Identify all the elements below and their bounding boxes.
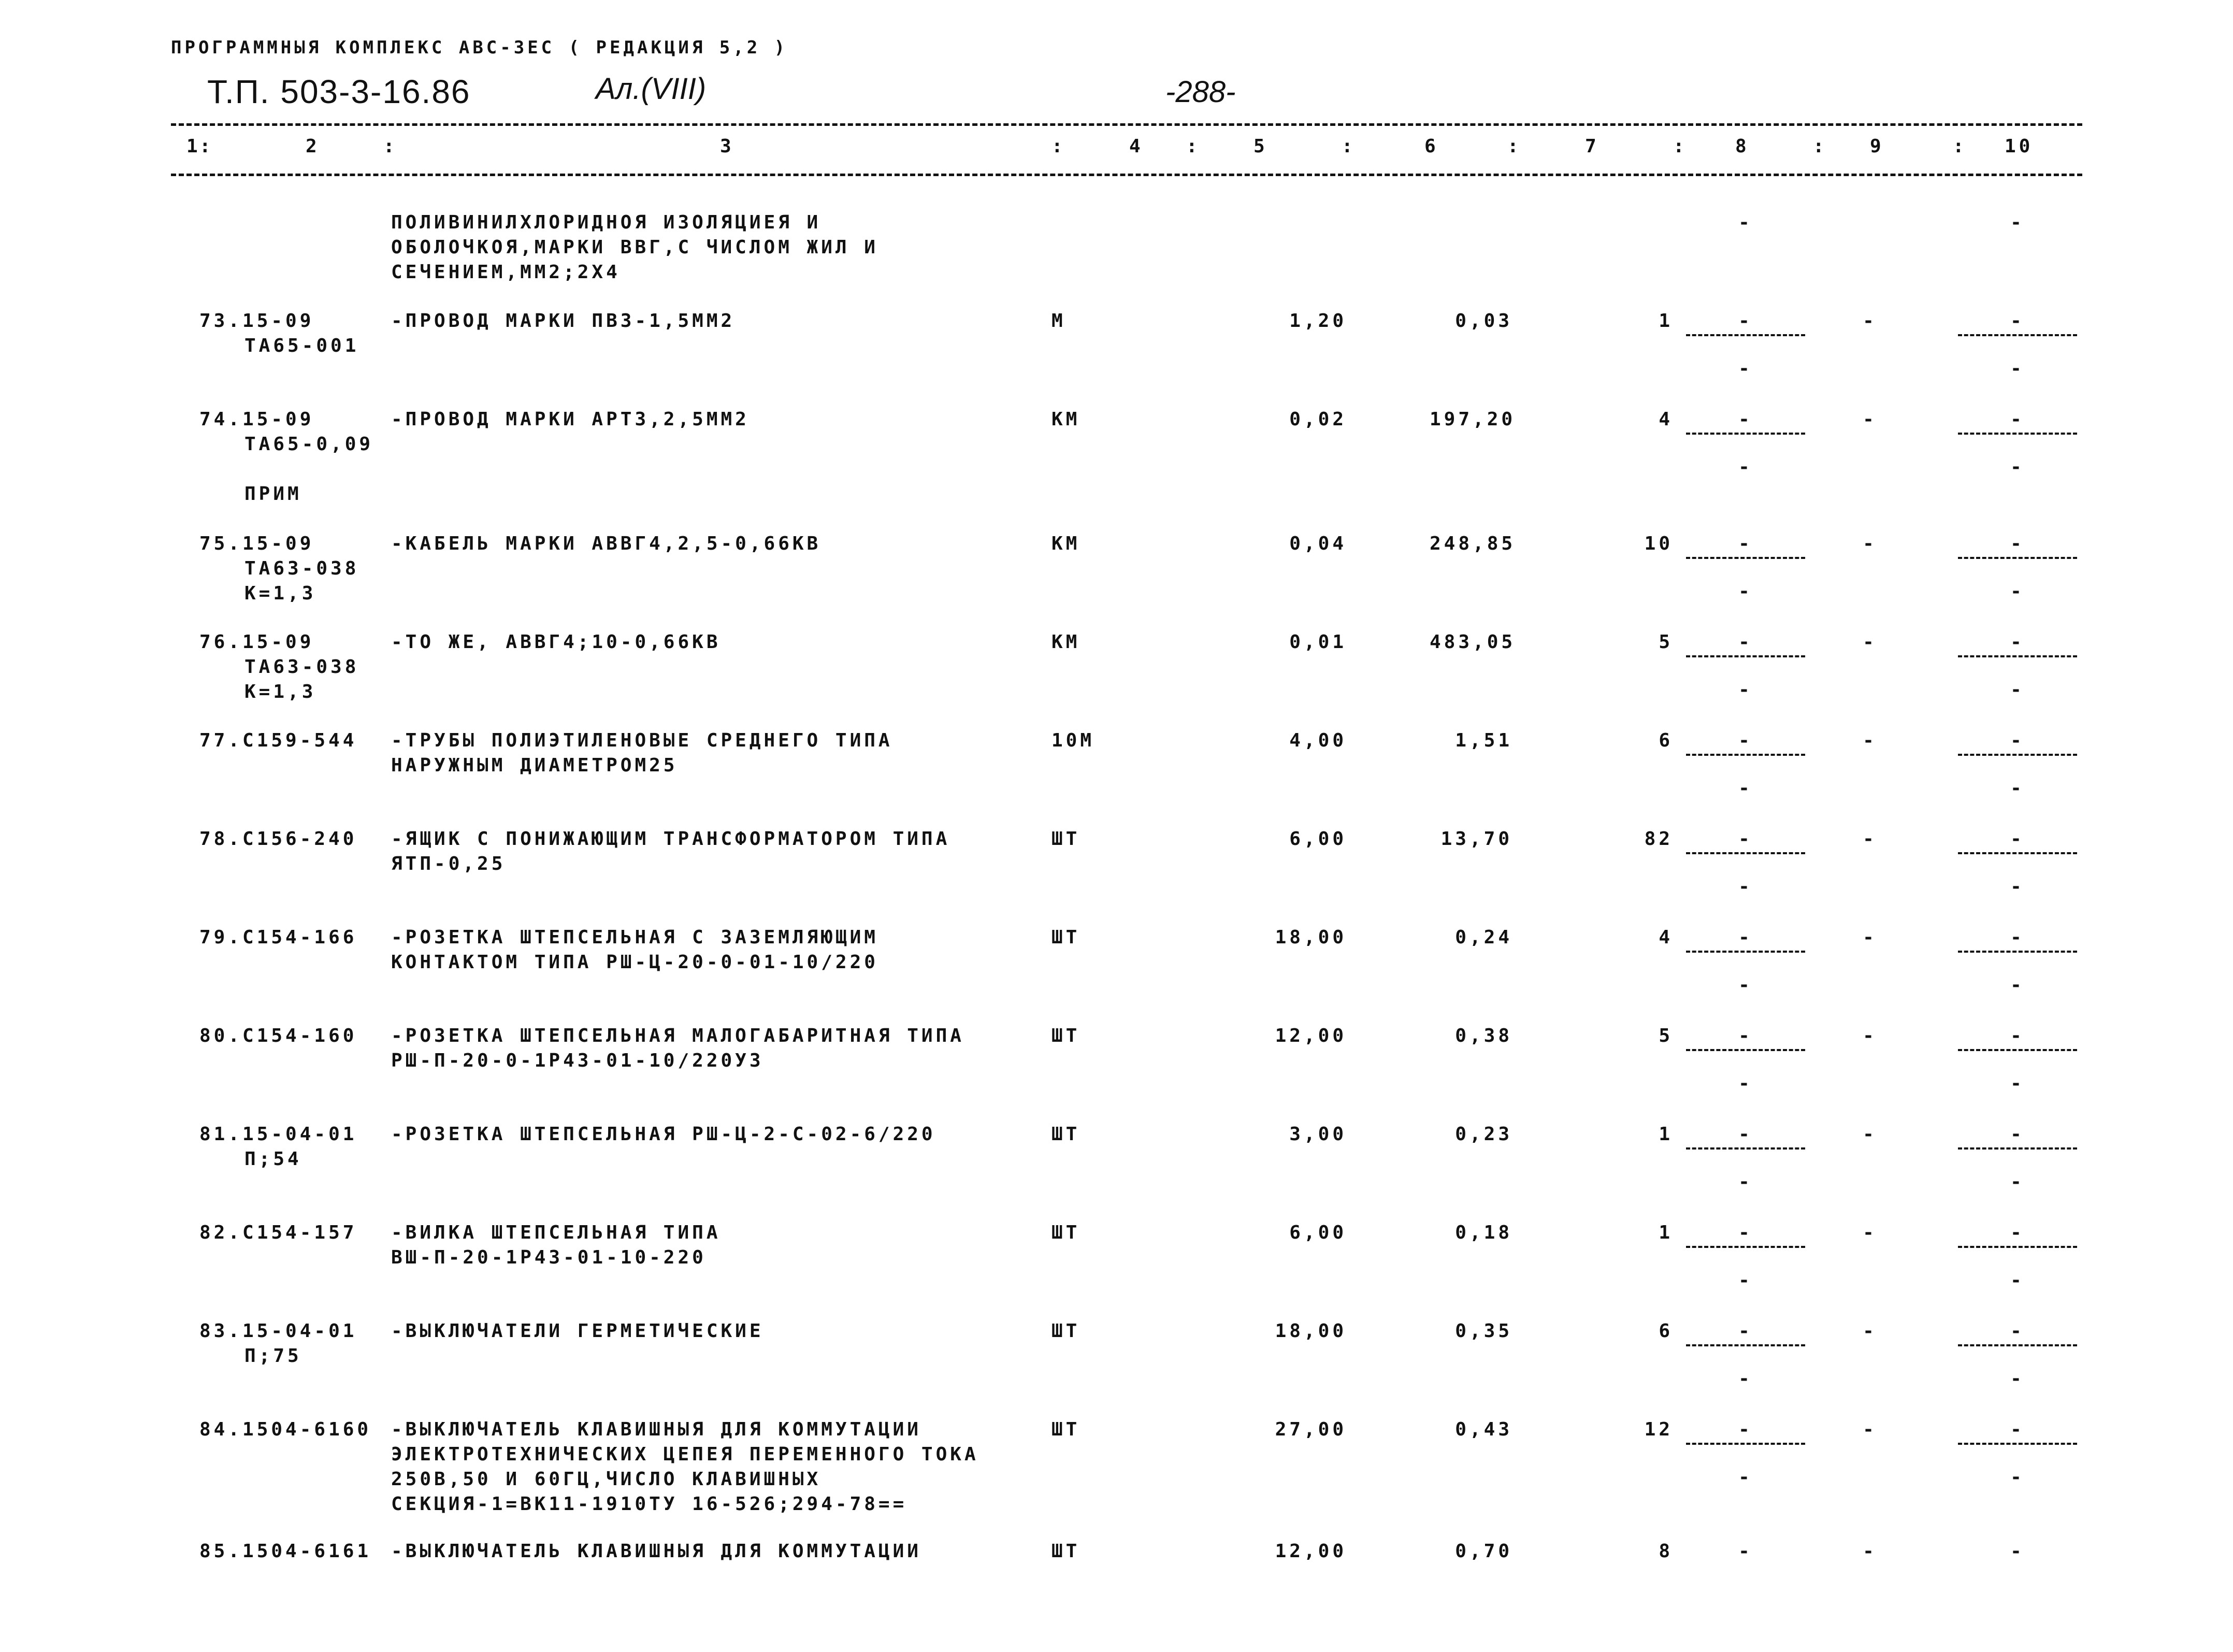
unit-cell: ШТ (1051, 1124, 1081, 1145)
col-10-top: - (2010, 927, 2025, 948)
fraction-line (1686, 852, 1805, 854)
col-10-bottom: - (2010, 581, 2025, 602)
col-6-value: 197,20 (1430, 409, 1516, 430)
col-6-value: 0,35 (1455, 1320, 1512, 1342)
col-10-top: - (2010, 533, 2025, 554)
fraction-line (1686, 334, 1805, 336)
item-code: 84.1504-6160 (199, 1419, 372, 1440)
col-6-value: 0,23 (1455, 1124, 1512, 1145)
fraction-line (1958, 951, 2077, 953)
col-8-top: - (1738, 1025, 1753, 1046)
unit-cell: ШТ (1051, 1419, 1081, 1440)
fraction-line (1958, 334, 2077, 336)
col-6-value: 0,03 (1455, 310, 1512, 332)
col-7-label: 7 (1585, 136, 1600, 157)
col-9-value: - (1863, 1124, 1877, 1145)
col-8-label: 8 (1735, 136, 1750, 157)
col-5-value: 0,01 (1289, 631, 1347, 653)
item-description: -ВЫКЛЮЧАТЕЛЬ КЛАВИШНЫЯ ДЛЯ КОММУТАЦИИ (391, 1419, 921, 1440)
unit-cell: КМ (1051, 409, 1081, 430)
col-6-value: 13,70 (1440, 828, 1512, 850)
col-7-value: 4 (1659, 927, 1673, 948)
col-10-label: 10 (2005, 136, 2034, 157)
col-8-bottom: - (1738, 581, 1753, 602)
item-code: 85.1504-6161 (199, 1541, 372, 1562)
col-9-value: - (1863, 1025, 1877, 1046)
col-8-top: - (1738, 1541, 1753, 1562)
item-code: 75.15-09 (199, 533, 314, 554)
col-10-bottom: - (2010, 1073, 2025, 1094)
item-description: НАРУЖНЫМ ДИАМЕТРОМ25 (391, 755, 678, 776)
col-7-value: 8 (1659, 1541, 1673, 1562)
col-5-value: 6,00 (1289, 828, 1347, 850)
fraction-line (1686, 1246, 1805, 1248)
col-7-value: 6 (1659, 730, 1673, 751)
col-8-top: - (1738, 828, 1753, 850)
col-sep: : (383, 136, 398, 157)
col-7-value: 12 (1644, 1419, 1673, 1440)
item-code: 83.15-04-01 (199, 1320, 357, 1342)
col-7-value: 1 (1659, 1222, 1673, 1243)
col-sep: : (1953, 136, 1967, 157)
item-description: -РОЗЕТКА ШТЕПСЕЛЬНАЯ МАЛОГАБАРИТНАЯ ТИПА (391, 1025, 964, 1046)
fraction-line (1686, 1049, 1805, 1051)
col-8-bottom: - (1738, 1270, 1753, 1291)
unit-cell: М (1051, 310, 1066, 332)
col-8-bottom: - (1738, 974, 1753, 996)
col-8-bottom: - (1738, 1467, 1753, 1488)
col-10-top: - (2010, 310, 2025, 332)
item-description: ЯТП-0,25 (391, 853, 506, 874)
item-description: -ВЫКЛЮЧАТЕЛИ ГЕРМЕТИЧЕСКИЕ (391, 1320, 764, 1342)
item-description: ВШ-П-20-1Р43-01-10-220 (391, 1247, 707, 1268)
col-sep: : (199, 136, 214, 157)
col-8-top: - (1738, 533, 1753, 554)
fraction-line (1958, 1246, 2077, 1248)
col-10-top: - (2010, 1541, 2025, 1562)
item-description: СЕЧЕНИЕМ,ММ2;2Х4 (391, 262, 621, 283)
fraction-line (1958, 1443, 2077, 1445)
col-8-top: - (1738, 631, 1753, 653)
fraction-line (1958, 1344, 2077, 1346)
col-6-value: 483,05 (1430, 631, 1516, 653)
unit-cell: ШТ (1051, 828, 1081, 850)
program-title: ПРОГРАММНЫЯ КОМПЛЕКС АВС-ЗЕС ( РЕДАКЦИЯ 5,2 ) (171, 37, 788, 58)
col-5-value: 12,00 (1275, 1025, 1347, 1046)
col-10-top: - (2010, 212, 2025, 233)
item-description: -ПРОВОД МАРКИ ПВЗ-1,5ММ2 (391, 310, 736, 332)
item-code: 76.15-09 (199, 631, 314, 653)
col-10-bottom: - (2010, 876, 2025, 897)
unit-cell: КМ (1051, 631, 1081, 653)
col-5-value: 4,00 (1289, 730, 1347, 751)
document-id: Т.П. 503-3-16.86 (207, 73, 471, 110)
unit-cell: КМ (1051, 533, 1081, 554)
item-code: 79.С154-166 (199, 927, 357, 948)
col-10-top: - (2010, 1124, 2025, 1145)
item-description: ОБОЛОЧКОЯ,МАРКИ ВВГ,С ЧИСЛОМ ЖИЛ И (391, 237, 878, 258)
col-8-bottom: - (1738, 1073, 1753, 1094)
col-10-top: - (2010, 409, 2025, 430)
col-6-value: 0,43 (1455, 1419, 1512, 1440)
col-8-top: - (1738, 1222, 1753, 1243)
col-5-value: 3,00 (1289, 1124, 1347, 1145)
col-1-label: 1 (186, 136, 201, 157)
col-5-value: 0,04 (1289, 533, 1347, 554)
col-9-value: - (1863, 1419, 1877, 1440)
item-description: 250В,50 И 60ГЦ,ЧИСЛО КЛАВИШНЫХ (391, 1469, 822, 1490)
col-9-value: - (1863, 828, 1877, 850)
item-description: -ВЫКЛЮЧАТЕЛЬ КЛАВИШНЫЯ ДЛЯ КОММУТАЦИИ (391, 1541, 921, 1562)
col-sep: : (1186, 136, 1201, 157)
col-8-top: - (1738, 1320, 1753, 1342)
unit-cell: ШТ (1051, 1025, 1081, 1046)
item-description: -ВИЛКА ШТЕПСЕЛЬНАЯ ТИПА (391, 1222, 721, 1243)
col-6-value: 248,85 (1430, 533, 1516, 554)
col-8-bottom: - (1738, 679, 1753, 700)
fraction-line (1686, 1443, 1805, 1445)
col-8-top: - (1738, 409, 1753, 430)
col-10-bottom: - (2010, 358, 2025, 379)
col-10-bottom: - (2010, 1171, 2025, 1193)
fraction-line (1686, 557, 1805, 559)
col-10-top: - (2010, 631, 2025, 653)
item-code-detail: К=1,3 (244, 583, 316, 604)
col-5-value: 1,20 (1289, 310, 1347, 332)
col-7-value: 5 (1659, 631, 1673, 653)
item-description: СЕКЦИЯ-1=ВК11-1910ТУ 16-526;294-78== (391, 1493, 907, 1515)
item-code: 81.15-04-01 (199, 1124, 357, 1145)
col-8-bottom: - (1738, 456, 1753, 478)
unit-cell: ШТ (1051, 927, 1081, 948)
col-10-top: - (2010, 828, 2025, 850)
col-10-bottom: - (2010, 1270, 2025, 1291)
col-8-top: - (1738, 927, 1753, 948)
fraction-line (1958, 433, 2077, 435)
item-code-detail: К=1,3 (244, 681, 316, 702)
fraction-line (1958, 852, 2077, 854)
col-7-value: 6 (1659, 1320, 1673, 1342)
item-description: -ТО ЖЕ, АВВГ4;10-0,66КВ (391, 631, 721, 653)
col-5-value: 18,00 (1275, 927, 1347, 948)
col-9-value: - (1863, 730, 1877, 751)
col-5-value: 27,00 (1275, 1419, 1347, 1440)
item-code-detail: П;54 (244, 1148, 302, 1170)
item-description: ЭЛЕКТРОТЕХНИЧЕСКИХ ЦЕПЕЯ ПЕРЕМЕННОГО ТОКА (391, 1444, 979, 1465)
item-code: 82.С154-157 (199, 1222, 357, 1243)
col-8-top: - (1738, 1419, 1753, 1440)
col-8-top: - (1738, 1124, 1753, 1145)
fraction-line (1686, 951, 1805, 953)
item-description: РШ-П-20-0-1Р43-01-10/220УЗ (391, 1050, 764, 1071)
col-10-top: - (2010, 1419, 2025, 1440)
item-code-detail: П;75 (244, 1345, 302, 1367)
col-10-top: - (2010, 730, 2025, 751)
col-9-value: - (1863, 1541, 1877, 1562)
col-9-value: - (1863, 533, 1877, 554)
col-9-value: - (1863, 1222, 1877, 1243)
col-9-value: - (1863, 631, 1877, 653)
item-description: -КАБЕЛЬ МАРКИ АВВГ4,2,5-0,66КВ (391, 533, 822, 554)
col-10-bottom: - (2010, 1467, 2025, 1488)
col-8-bottom: - (1738, 358, 1753, 379)
col-6-label: 6 (1424, 136, 1439, 157)
col-5-value: 18,00 (1275, 1320, 1347, 1342)
unit-cell: ШТ (1051, 1541, 1081, 1562)
fraction-line (1958, 655, 2077, 657)
col-3-label: 3 (720, 136, 734, 157)
item-code-detail: ТА65-0,09 (244, 434, 374, 455)
col-6-value: 0,38 (1455, 1025, 1512, 1046)
col-10-bottom: - (2010, 1368, 2025, 1389)
col-8-bottom: - (1738, 1368, 1753, 1389)
col-sep: : (1342, 136, 1356, 157)
col-4-label: 4 (1129, 136, 1144, 157)
col-7-value: 82 (1644, 828, 1673, 850)
item-description: -ПРОВОД МАРКИ АРТЗ,2,5ММ2 (391, 409, 750, 430)
col-6-value: 0,18 (1455, 1222, 1512, 1243)
item-code-detail: ТА65-001 (244, 335, 359, 356)
col-7-value: 4 (1659, 409, 1673, 430)
unit-cell: ШТ (1051, 1320, 1081, 1342)
item-code: 73.15-09 (199, 310, 314, 332)
unit-cell: 10М (1051, 730, 1095, 751)
col-6-value: 0,70 (1455, 1541, 1512, 1562)
sheet-label: Ал.(VIII) (596, 72, 707, 106)
col-7-value: 1 (1659, 1124, 1673, 1145)
item-code: 77.С159-544 (199, 730, 357, 751)
fraction-line (1958, 557, 2077, 559)
unit-cell: ШТ (1051, 1222, 1081, 1243)
col-sep: : (1507, 136, 1522, 157)
fraction-line (1958, 1147, 2077, 1150)
col-sep: : (1051, 136, 1066, 157)
item-code: 78.С156-240 (199, 828, 357, 850)
col-8-top: - (1738, 730, 1753, 751)
col-7-value: 10 (1644, 533, 1673, 554)
col-5-label: 5 (1254, 136, 1268, 157)
col-10-top: - (2010, 1320, 2025, 1342)
item-code: 74.15-09 (199, 409, 314, 430)
item-code: 80.С154-160 (199, 1025, 357, 1046)
item-description: -ТРУБЫ ПОЛИЭТИЛЕНОВЫЕ СРЕДНЕГО ТИПА (391, 730, 893, 751)
col-8-bottom: - (1738, 778, 1753, 799)
col-6-value: 1,51 (1455, 730, 1512, 751)
col-5-value: 0,02 (1289, 409, 1347, 430)
col-10-bottom: - (2010, 456, 2025, 478)
col-8-bottom: - (1738, 876, 1753, 897)
item-code-detail: ПРИМ (244, 483, 302, 505)
item-code-detail: ТА63-038 (244, 656, 359, 678)
col-2-label: 2 (306, 136, 320, 157)
col-10-bottom: - (2010, 974, 2025, 996)
col-sep: : (1673, 136, 1688, 157)
fraction-line (1958, 754, 2077, 756)
col-10-top: - (2010, 1222, 2025, 1243)
col-9-label: 9 (1870, 136, 1884, 157)
col-10-bottom: - (2010, 679, 2025, 700)
col-8-bottom: - (1738, 1171, 1753, 1193)
item-description: -РОЗЕТКА ШТЕПСЕЛЬНАЯ РШ-Ц-2-С-02-6/220 (391, 1124, 936, 1145)
fraction-line (1958, 1049, 2077, 1051)
col-8-top: - (1738, 310, 1753, 332)
item-description: ПОЛИВИНИЛХЛОРИДНОЯ ИЗОЛЯЦИЕЯ И (391, 212, 822, 233)
page-number: -288- (1165, 75, 1236, 109)
col-9-value: - (1863, 927, 1877, 948)
fraction-line (1686, 1147, 1805, 1150)
col-5-value: 12,00 (1275, 1541, 1347, 1562)
col-sep: : (1813, 136, 1827, 157)
col-10-top: - (2010, 1025, 2025, 1046)
item-description: КОНТАКТОМ ТИПА РШ-Ц-20-0-01-10/220 (391, 952, 878, 973)
col-10-bottom: - (2010, 778, 2025, 799)
col-6-value: 0,24 (1455, 927, 1512, 948)
col-8-top: - (1738, 212, 1753, 233)
item-description: -РОЗЕТКА ШТЕПСЕЛЬНАЯ С ЗАЗЕМЛЯЮЩИМ (391, 927, 878, 948)
fraction-line (1686, 655, 1805, 657)
col-7-value: 1 (1659, 310, 1673, 332)
fraction-line (1686, 1344, 1805, 1346)
item-description: -ЯЩИК С ПОНИЖАЮЩИМ ТРАНСФОРМАТОРОМ ТИПА (391, 828, 950, 850)
col-9-value: - (1863, 409, 1877, 430)
col-5-value: 6,00 (1289, 1222, 1347, 1243)
fraction-line (1686, 754, 1805, 756)
col-9-value: - (1863, 310, 1877, 332)
fraction-line (1686, 433, 1805, 435)
item-code-detail: ТА63-038 (244, 558, 359, 579)
col-7-value: 5 (1659, 1025, 1673, 1046)
col-9-value: - (1863, 1320, 1877, 1342)
